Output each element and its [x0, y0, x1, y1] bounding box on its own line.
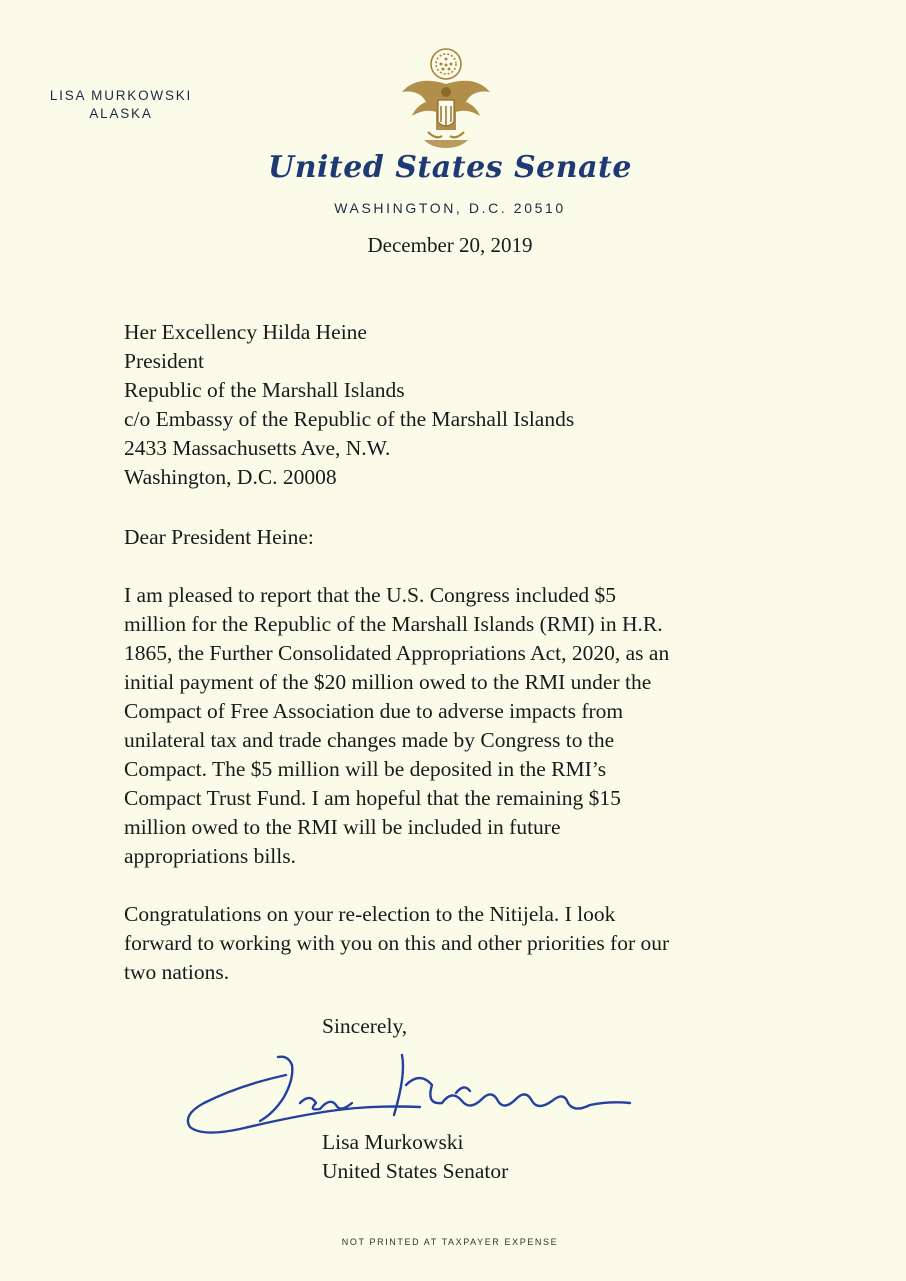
closing: Sincerely,: [322, 1014, 408, 1038]
paragraph-line: initial payment of the $20 million owed to the RMI under the: [124, 670, 652, 694]
institution-name: United States Senate: [268, 150, 632, 185]
recipient-address: [124, 318, 574, 492]
paragraph-line: million for the Republic of the Marshall Islands (RMI) in H.R.: [124, 612, 663, 636]
paragraph-line: appropriations bills.: [124, 844, 296, 868]
senator-name: LISA MURKOWSKI: [49, 88, 193, 103]
letter-date: December 20, 2019: [367, 233, 533, 257]
paragraph-line: two nations.: [124, 960, 230, 984]
recipient-line: Republic of the Marshall Islands: [124, 378, 405, 402]
recipient-line: Her Excellency Hilda Heine: [124, 320, 367, 344]
senator-state: ALASKA: [89, 106, 153, 121]
signer-title: United States Senator: [322, 1159, 509, 1183]
body-paragraph-1: [124, 581, 764, 871]
paragraph-line: Compact of Free Association due to adverse impacts from: [124, 699, 624, 723]
body-paragraph-2: [124, 900, 764, 987]
paragraph-line: forward to working with you on this and other priorities for our: [124, 931, 670, 955]
recipient-line: 2433 Massachusetts Ave, N.W.: [124, 436, 391, 460]
recipient-line: c/o Embassy of the Republic of the Marshall Islands: [124, 407, 575, 431]
recipient-line: President: [124, 349, 205, 373]
institution-address: WASHINGTON, D.C. 20510: [334, 200, 566, 216]
paragraph-line: million owed to the RMI will be included in future: [124, 815, 561, 839]
letterhead-sender: [26, 87, 216, 123]
paragraph-line: 1865, the Further Consolidated Appropriations Act, 2020, as an: [124, 641, 670, 665]
paragraph-line: I am pleased to report that the U.S. Congress included $5: [124, 583, 617, 607]
great-seal-icon: [398, 44, 494, 154]
paragraph-line: Compact Trust Fund. I am hopeful that the remaining $15: [124, 786, 621, 810]
paragraph-line: Congratulations on your re-election to the Nitijela. I look: [124, 902, 616, 926]
signer-name: Lisa Murkowski: [322, 1130, 464, 1154]
paragraph-line: unilateral tax and trade changes made by Congress to the: [124, 728, 615, 752]
paragraph-line: Compact. The $5 million will be deposited in the RMI’s: [124, 757, 607, 781]
recipient-line: Washington, D.C. 20008: [124, 465, 337, 489]
salutation: Dear President Heine:: [124, 525, 314, 549]
footer-notice: NOT PRINTED AT TAXPAYER EXPENSE: [341, 1237, 559, 1247]
